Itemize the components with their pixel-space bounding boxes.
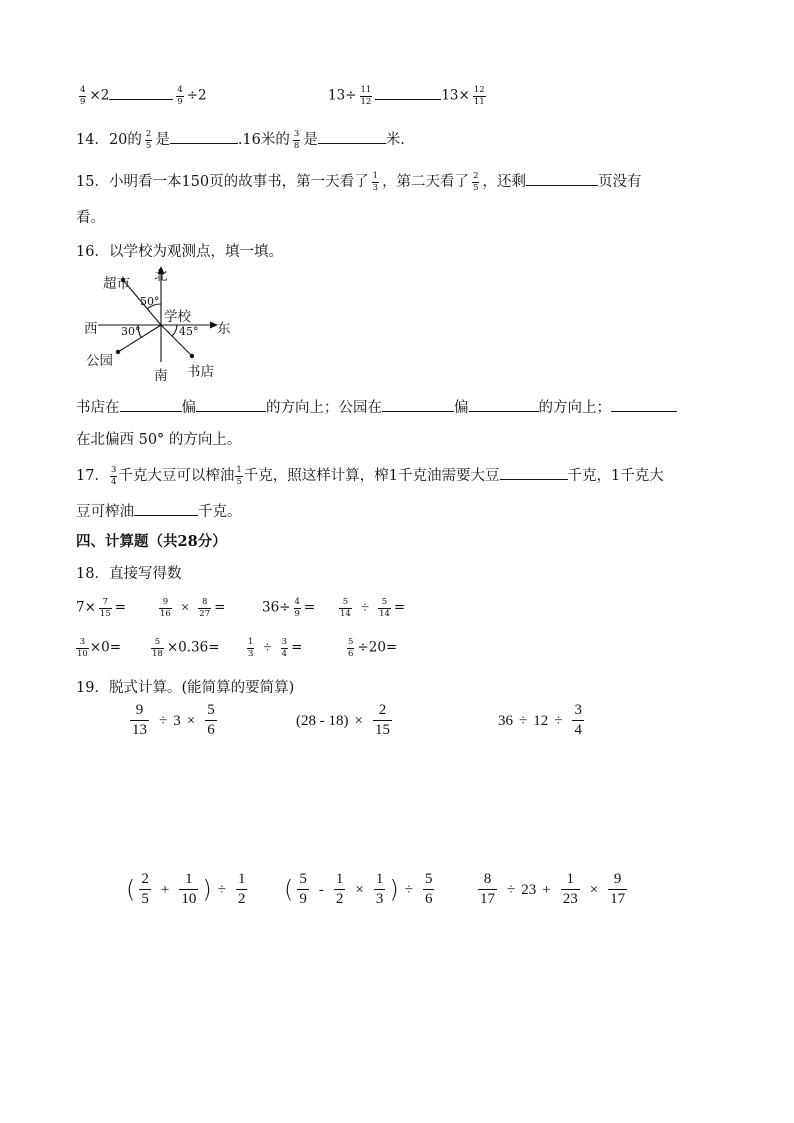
answer-blank[interactable] <box>170 131 238 144</box>
expression-4: ( $\frac{2}{5}$ + $\frac{1}{10}$ ) ÷ $\frac{1}{2}$ <box>126 871 246 907</box>
fraction: $\frac{1}{2}$ <box>237 871 246 907</box>
label-bookstore: 书店 <box>187 364 214 380</box>
fraction: $\frac{1}{5}$ <box>236 465 242 487</box>
expression-6: $\frac{8}{17}$ ÷ 23 + $\frac{1}{23}$ × $\frac{9}{17}$ <box>480 871 626 907</box>
fraction: $\frac{2}{5}$ <box>473 171 479 193</box>
fraction: $\frac{1}{3}$ <box>372 171 379 193</box>
fraction: $\frac{5}{9}$ <box>299 871 307 907</box>
answer-blank[interactable] <box>196 399 266 412</box>
fraction: $\frac{3}{4}$ <box>110 465 117 487</box>
fraction: $\frac{7}{15}$ <box>99 597 111 619</box>
answer-blank[interactable] <box>500 467 568 480</box>
fraction: $\frac{2}{5}$ <box>145 129 152 151</box>
fraction: $\frac{1}{2}$ <box>335 871 344 907</box>
section-heading: 四、计算题（共28分） <box>76 533 227 550</box>
oral-item: $\frac{5}{18}$ ×0.36= <box>152 637 220 659</box>
fraction: $\frac{11}{12}$ <box>360 85 372 107</box>
question-16-answer: 书店在 偏 的方向上；公园在 偏 的方向上； <box>76 396 677 417</box>
question-15: 15．小明看一本150页的故事书，第一天看了 $\frac{1}{3}$ ，第二天看了 $\frac{2}{5}$ ，还剩 页没有 <box>76 171 642 193</box>
fraction: $\frac{5}{14}$ <box>379 597 390 619</box>
comparison-line-2: 13÷ $\frac{11}{12}$ 13× $\frac{12}{11}$ <box>328 85 485 107</box>
fraction: $\frac{12}{11}$ <box>473 85 485 107</box>
question-17-line2: 豆可榨油 千克。 <box>76 504 242 520</box>
answer-blank[interactable] <box>318 131 386 144</box>
oral-item: $\frac{5}{14}$ ÷ $\frac{5}{14}$ = <box>340 597 406 619</box>
oral-item: $\frac{5}{6}$ ÷20= <box>348 637 398 659</box>
fraction: $\frac{5}{6}$ <box>424 871 433 907</box>
fraction: $\frac{4}{9}$ <box>294 597 300 619</box>
label-west: 西 <box>84 321 98 337</box>
fraction: $\frac{3}{8}$ <box>293 129 300 151</box>
fraction: $\frac{3}{4}$ <box>281 637 288 659</box>
fraction: $\frac{8}{27}$ <box>199 597 211 619</box>
fraction: $\frac{2}{15}$ <box>374 702 390 738</box>
fraction: $\frac{2}{5}$ <box>141 871 149 907</box>
fraction: $\frac{8}{17}$ <box>480 871 495 907</box>
label-angle-market: 50° <box>140 295 160 308</box>
fraction: $\frac{9}{17}$ <box>610 871 626 907</box>
fraction: $\frac{5}{18}$ <box>152 637 163 659</box>
answer-blank[interactable] <box>611 399 677 412</box>
label-south: 南 <box>154 368 168 384</box>
fraction: $\frac{1}{23}$ <box>562 871 578 907</box>
label-angle-store: 45° <box>179 325 199 338</box>
fraction: $\frac{4}{9}$ <box>80 85 86 107</box>
question-18: 18．直接写得数 <box>76 566 182 582</box>
label-north: 北 <box>154 268 168 284</box>
angle-arc-store <box>172 325 177 336</box>
oral-item: $\frac{9}{16}$ × $\frac{8}{27}$ = <box>160 597 226 619</box>
answer-blank[interactable] <box>526 173 598 186</box>
expression-5: ( $\frac{5}{9}$ - $\frac{1}{2}$ × $\frac{1}{3}$ ) ÷ $\frac{5}{6}$ <box>284 871 433 907</box>
fraction: $\frac{1}{10}$ <box>181 871 197 907</box>
question-16: 16．以学校为观测点，填一填。 <box>76 244 283 260</box>
fraction: $\frac{4}{9}$ <box>177 85 183 107</box>
oral-item: $\frac{1}{3}$ ÷ $\frac{3}{4}$ = <box>248 637 303 659</box>
oral-item: 36÷ $\frac{4}{9}$ = <box>262 597 316 619</box>
answer-blank[interactable] <box>469 399 539 412</box>
comparison-line-1: $\frac{4}{9}$ ×2 $\frac{4}{9}$ ÷2 <box>80 85 207 107</box>
expression-2: (28 - 18) × $\frac{2}{15}$ <box>296 702 390 738</box>
answer-blank[interactable] <box>109 87 173 100</box>
park-dot <box>116 350 120 354</box>
label-angle-park: 30° <box>121 325 141 338</box>
expression-3: 36 ÷ 12 ÷ $\frac{3}{4}$ <box>498 702 582 738</box>
fraction: $\frac{3}{4}$ <box>574 702 582 738</box>
label-east: 东 <box>217 321 231 337</box>
answer-blank[interactable] <box>120 399 182 412</box>
oral-item: 7× $\frac{7}{15}$ = <box>76 597 127 619</box>
fraction: $\frac{5}{14}$ <box>340 597 351 619</box>
fraction: $\frac{1}{3}$ <box>375 871 384 907</box>
fraction: $\frac{9}{16}$ <box>160 597 171 619</box>
answer-blank[interactable] <box>134 503 198 516</box>
question-19: 19．脱式计算。(能简算的要简算) <box>76 680 295 696</box>
fraction: $\frac{3}{10}$ <box>77 637 88 659</box>
answer-blank[interactable] <box>375 87 441 100</box>
bookstore-dot <box>190 354 194 358</box>
question-17: 17． $\frac{3}{4}$ 千克大豆可以榨油 $\frac{1}{5}$ 千克，照这样计算，榨1千克油需要大豆 千克，1千克大 <box>76 465 664 487</box>
fraction: $\frac{1}{3}$ <box>248 637 254 659</box>
question-15-line2: 看。 <box>76 210 105 226</box>
oral-item: $\frac{3}{10}$ ×0= <box>77 637 122 659</box>
question-14: 14．20的 $\frac{2}{5}$ 是 .16米的 $\frac{3}{8}$ 是 米. <box>76 129 405 151</box>
fraction: $\frac{5}{6}$ <box>348 637 354 659</box>
label-park: 公园 <box>86 353 113 369</box>
expression-1: $\frac{9}{13}$ ÷ 3 × $\frac{5}{6}$ <box>132 702 215 738</box>
answer-blank[interactable] <box>382 399 454 412</box>
question-16-answer-line2: 在北偏西 50° 的方向上。 <box>76 432 242 448</box>
fraction: $\frac{5}{6}$ <box>207 702 215 738</box>
label-market: 超市 <box>103 276 130 292</box>
fraction: $\frac{9}{13}$ <box>132 702 147 738</box>
label-school: 学校 <box>164 309 191 325</box>
